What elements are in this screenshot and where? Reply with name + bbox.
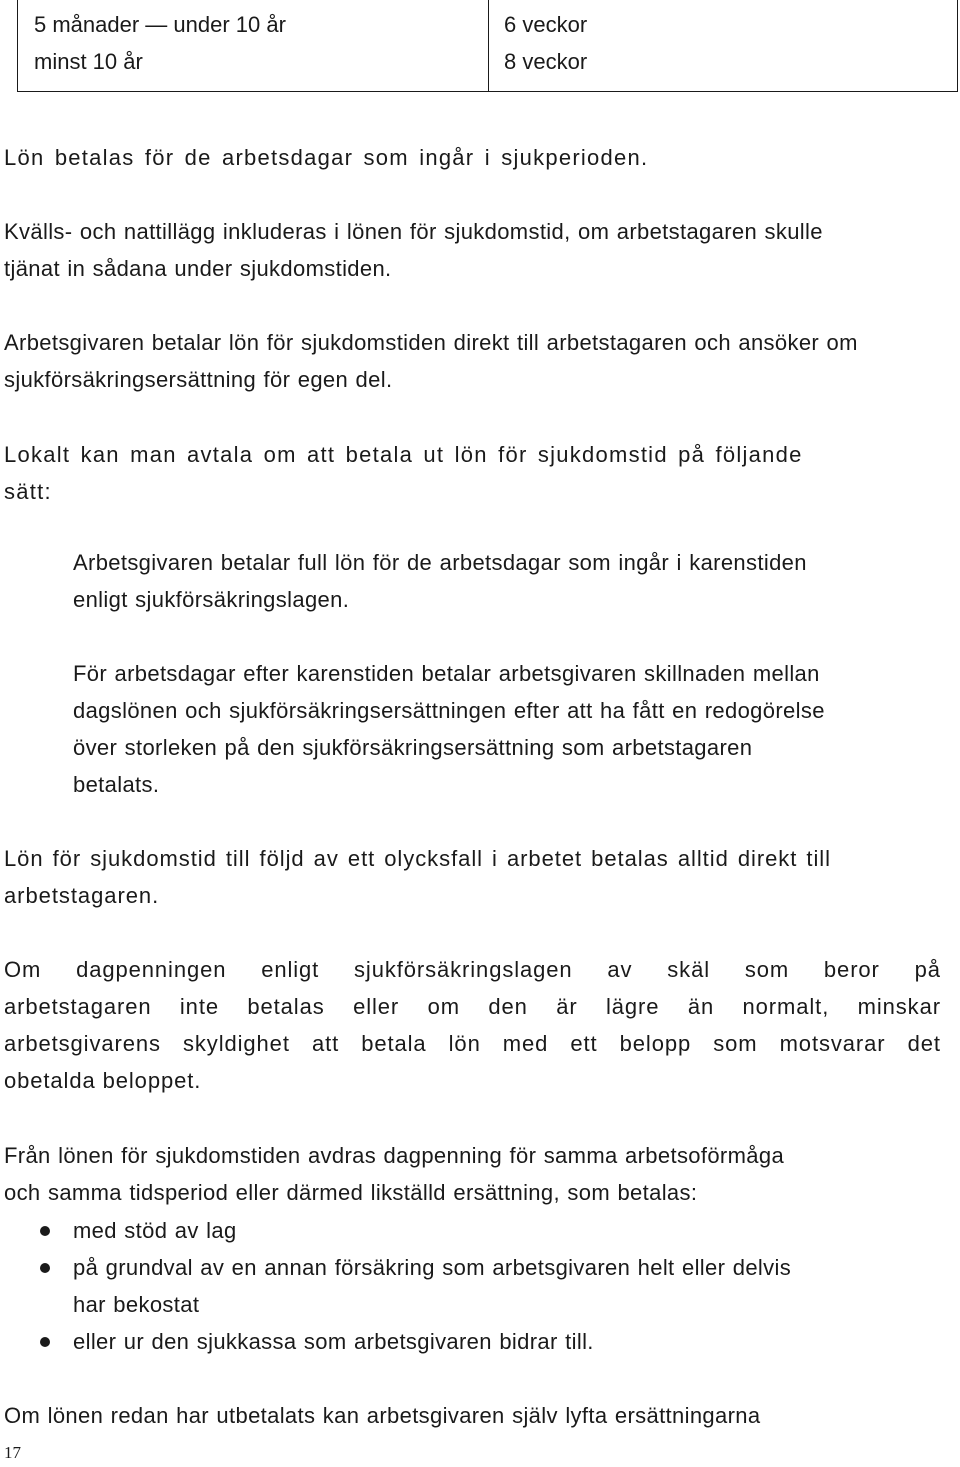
table-column-divider bbox=[488, 0, 489, 91]
word: än bbox=[687, 994, 715, 1019]
word: som bbox=[713, 1031, 758, 1056]
word: betalas bbox=[247, 994, 325, 1019]
bullet-item: på grundval av en annan försäkring som arbetsgivaren helt eller delvis bbox=[73, 1255, 792, 1280]
paragraph-line: Kvälls- och nattillägg inkluderas i lönen för sjukdomstid, om arbetstagaren skulle bbox=[4, 219, 823, 244]
bullet-item: har bekostat bbox=[73, 1292, 200, 1317]
table-cell-weeks: 8 veckor bbox=[504, 49, 588, 74]
word: på bbox=[914, 957, 941, 982]
paragraph-line: arbetstagaren. bbox=[4, 883, 160, 908]
paragraph-line: obetalda beloppet. bbox=[4, 1068, 202, 1093]
word: det bbox=[907, 1031, 941, 1056]
word: lön bbox=[448, 1031, 481, 1056]
word: inte bbox=[179, 994, 219, 1019]
indented-paragraph-line: Arbetsgivaren betalar full lön för de arbetsdagar som ingår i karenstiden bbox=[73, 550, 807, 575]
word: skäl bbox=[667, 957, 710, 982]
paragraph-line: sätt: bbox=[4, 479, 52, 504]
word: lägre bbox=[605, 994, 660, 1019]
indented-paragraph-line: dagslönen och sjukförsäkringsersättningen efter att ha fått en redogörelse bbox=[73, 698, 825, 723]
word: den bbox=[488, 994, 528, 1019]
table-cell-period: minst 10 år bbox=[34, 49, 143, 74]
word: enligt bbox=[261, 957, 320, 982]
paragraph-line: Lokalt kan man avtala om att betala ut lön för sjukdomstid på följande bbox=[4, 442, 803, 467]
word: betala bbox=[361, 1031, 427, 1056]
word: är bbox=[556, 994, 578, 1019]
word: minskar bbox=[857, 994, 941, 1019]
indented-paragraph-line: enligt sjukförsäkringslagen. bbox=[73, 587, 350, 612]
word: arbetsgivarens bbox=[4, 1031, 161, 1056]
bullet-item: eller ur den sjukkassa som arbetsgivaren bidrar till. bbox=[73, 1329, 594, 1354]
word: beror bbox=[823, 957, 880, 982]
word: dagpenningen bbox=[76, 957, 227, 982]
indented-paragraph-line: över storleken på den sjukförsäkringsersättning som arbetstagaren bbox=[73, 735, 753, 760]
word: arbetstagaren bbox=[4, 994, 152, 1019]
bullet-dot bbox=[40, 1226, 50, 1236]
word: eller bbox=[353, 994, 400, 1019]
bullet-dot bbox=[40, 1263, 50, 1273]
word: Om bbox=[4, 957, 42, 982]
paragraph-line: Lön betalas för de arbetsdagar som ingår i sjukperioden. bbox=[4, 145, 649, 170]
word: skyldighet bbox=[183, 1031, 290, 1056]
leave-period-table bbox=[17, 0, 958, 92]
paragraph-line: Om lönen redan har utbetalats kan arbetsgivaren själv lyfta ersättningarna bbox=[4, 1403, 761, 1428]
word: ett bbox=[570, 1031, 598, 1056]
word: av bbox=[607, 957, 633, 982]
justified-paragraph-line bbox=[4, 951, 941, 988]
paragraph-line: tjänat in sådana under sjukdomstiden. bbox=[4, 256, 392, 281]
table-cell-period: 5 månader — under 10 år bbox=[34, 12, 286, 37]
justified-paragraph-line bbox=[4, 1025, 941, 1062]
paragraph-line: Lön för sjukdomstid till följd av ett olycksfall i arbetet betalas alltid direkt till bbox=[4, 846, 831, 871]
paragraph-line: Från lönen för sjukdomstiden avdras dagpenning för samma arbetsoförmåga bbox=[4, 1143, 785, 1168]
paragraph-line: Arbetsgivaren betalar lön för sjukdomstiden direkt till arbetstagaren och ansöker om bbox=[4, 330, 858, 355]
word: motsvarar bbox=[779, 1031, 886, 1056]
word: att bbox=[311, 1031, 340, 1056]
paragraph-line: sjukförsäkringsersättning för egen del. bbox=[4, 367, 393, 392]
bullet-dot bbox=[40, 1337, 50, 1347]
indented-paragraph-line: För arbetsdagar efter karenstiden betalar arbetsgivaren skillnaden mellan bbox=[73, 661, 820, 686]
word: normalt, bbox=[742, 994, 830, 1019]
table-cell-weeks: 6 veckor bbox=[504, 12, 588, 37]
word: som bbox=[744, 957, 790, 982]
page-number: 17 bbox=[4, 1443, 21, 1462]
indented-paragraph-line: betalats. bbox=[73, 772, 160, 797]
word: belopp bbox=[619, 1031, 692, 1056]
word: om bbox=[427, 994, 460, 1019]
word: sjukförsäkringslagen bbox=[354, 957, 573, 982]
bullet-item: med stöd av lag bbox=[73, 1218, 237, 1243]
word: med bbox=[502, 1031, 549, 1056]
justified-paragraph-line bbox=[4, 988, 941, 1025]
paragraph-line: och samma tidsperiod eller därmed likställd ersättning, som betalas: bbox=[4, 1180, 698, 1205]
